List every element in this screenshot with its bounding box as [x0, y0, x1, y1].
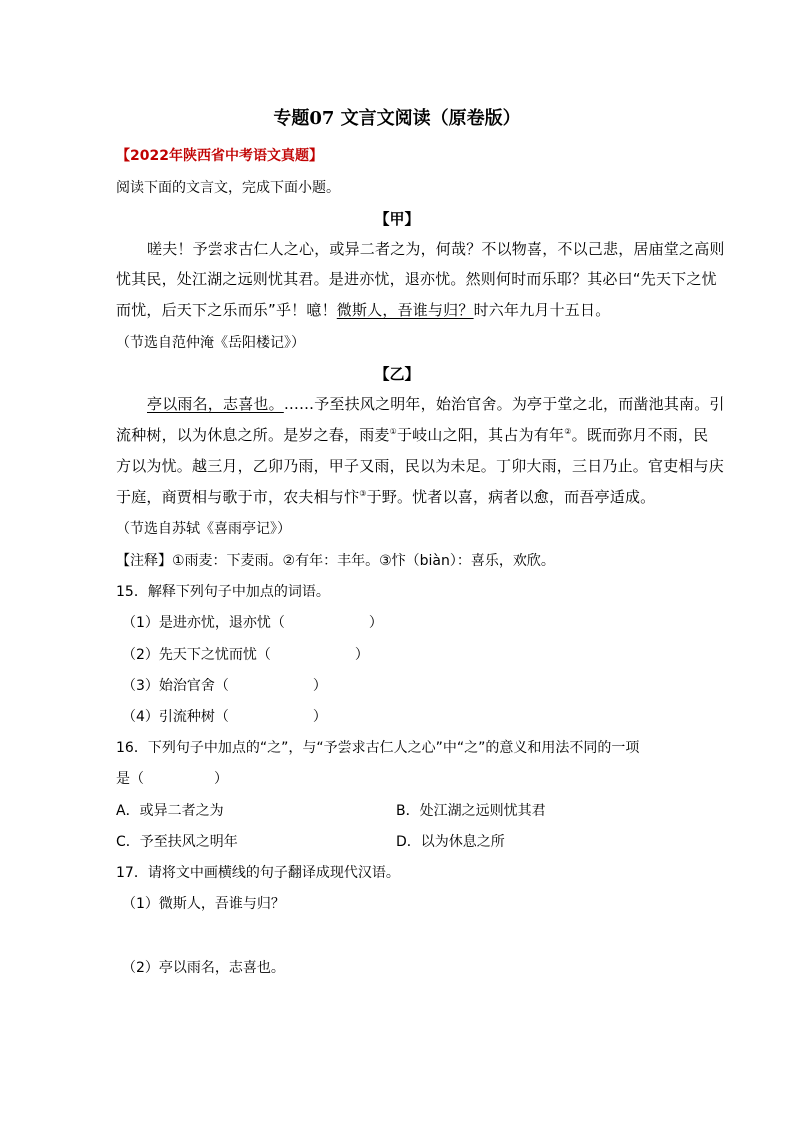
jia-line-3-b: 时六年九月十五日。 — [473, 301, 611, 319]
yi-line-2-a: 流种树，以为休息之所。是岁之春，雨麦 — [116, 426, 390, 444]
yi-line-4-a: 于庭，商贾相与歌于市，农夫相与忭 — [116, 488, 360, 506]
q16-stem-line-2: 是（ ） — [116, 771, 228, 787]
yi-line-2-b: 于岐山之阳，其占为有年 — [396, 426, 565, 444]
jia-line-3 — [116, 299, 610, 320]
yi-underlined-sentence: 亭以雨名，志喜也。 — [147, 395, 284, 413]
yi-line-3: 方以为忧。越三月，乙卯乃雨，甲子又雨，民以为未足。丁卯大雨，三日乃止。官吏相与庆 — [116, 457, 725, 475]
yi-line-2-c: 。既而弥月不雨，民 — [571, 426, 709, 444]
yi-source: （节选自苏轼《喜雨亭记》） — [116, 521, 291, 537]
jia-underlined-sentence: 微斯人，吾谁与归？ — [336, 301, 474, 319]
jia-line-1: 嗟夫！予尝求古仁人之心，或异二者之为，何哉？不以物喜，不以己悲，居庙堂之高则 — [147, 240, 725, 258]
q15-stem: 15．解释下列句子中加点的词语。 — [116, 584, 330, 600]
page-title: 专题07 文言文阅读（原卷版） — [273, 108, 521, 129]
jia-heading: 【甲】 — [374, 210, 420, 228]
jia-line-3-a: 而忧，后天下之乐而乐”乎！噫！ — [116, 301, 337, 319]
q17-item-1: （1）微斯人，吾谁与归？ — [122, 896, 285, 912]
q17-item-2: （2）亭以雨名，志喜也。 — [122, 960, 285, 976]
q15-item-4: （4）引流种树（ ） — [122, 709, 327, 725]
footnote-mark-2: ② — [564, 427, 572, 436]
source-tag: 【2022年陕西省中考语文真题】 — [116, 148, 323, 164]
yi-line-2 — [116, 424, 708, 445]
yi-heading: 【乙】 — [374, 365, 420, 383]
jia-line-2: 忧其民，处江湖之远则忧其君。是进亦忧，退亦忧。然则何时而乐耶？其必曰“先天下之忧 — [116, 270, 717, 288]
q16-option-b: B．处江湖之远则忧其君 — [396, 803, 546, 819]
yi-line-4-b: 于野。忧者以喜，病者以愈，而吾亭适成。 — [366, 488, 656, 506]
footnote-mark-3: ③ — [359, 489, 367, 498]
q16-option-a: A．或异二者之为 — [116, 803, 224, 819]
q15-item-2: （2）先天下之忧而忧（ ） — [122, 647, 369, 663]
q16-stem-line-1: 16．下列句子中加点的“之”，与“予尝求古仁人之心”中“之”的意义和用法不同的一项 — [116, 740, 640, 756]
jia-source: （节选自范仲淹《岳阳楼记》） — [116, 335, 305, 351]
q17-stem: 17．请将文中画横线的句子翻译成现代汉语。 — [116, 865, 400, 881]
yi-line-4 — [116, 486, 655, 507]
notes: 【注释】①雨麦：下麦雨。②有年：丰年。③忭（biàn）：喜乐，欢欣。 — [116, 553, 555, 569]
q15-item-1: （1）是进亦忧，退亦忧（ ） — [122, 615, 383, 631]
yi-line-1 — [147, 393, 725, 414]
footnote-mark-1: ① — [389, 427, 397, 436]
q15-item-3: （3）始治官舍（ ） — [122, 678, 327, 694]
q16-option-d: D．以为休息之所 — [396, 834, 505, 850]
q16-option-c: C．予至扶风之明年 — [116, 834, 238, 850]
yi-line-1-b: ……予至扶风之明年，始治官舍。为亭于堂之北，而凿池其南。引 — [283, 395, 725, 413]
instruction: 阅读下面的文言文，完成下面小题。 — [116, 180, 340, 196]
